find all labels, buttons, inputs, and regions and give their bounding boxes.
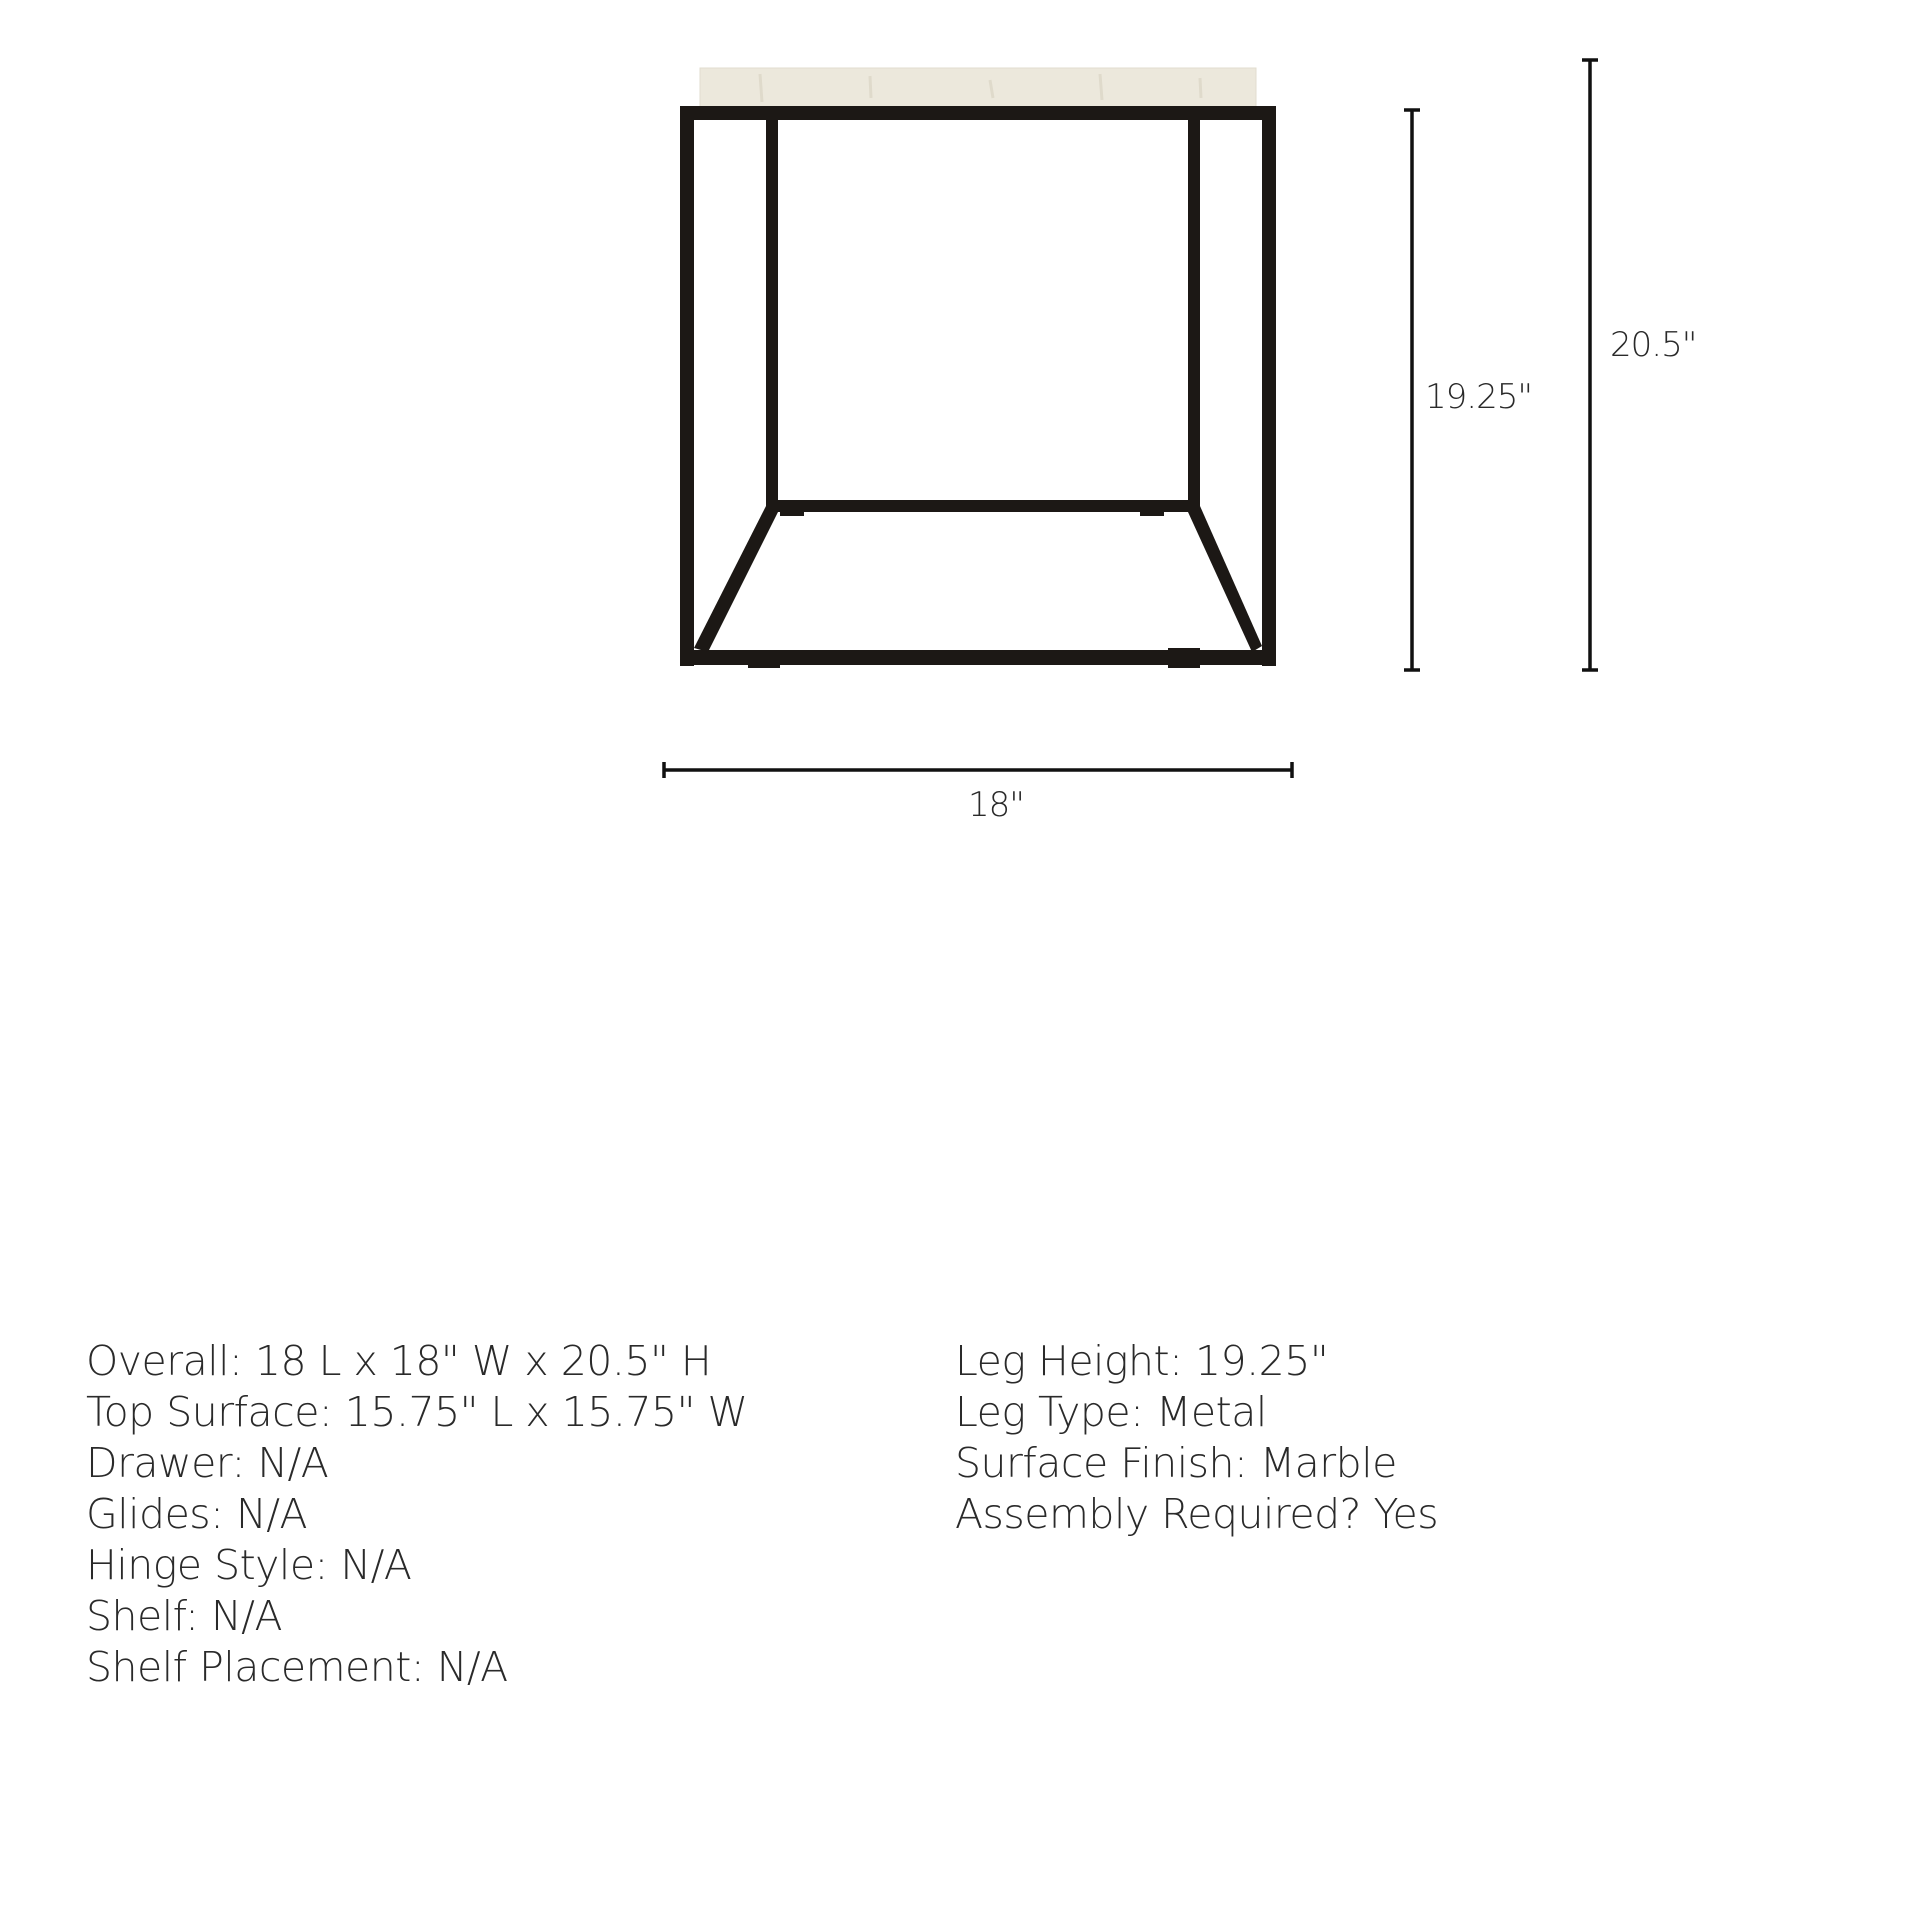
- spec-value: Yes: [1373, 1490, 1439, 1538]
- spec-value: 15.75" L x 15.75" W: [344, 1388, 748, 1436]
- spec-glides: [86, 1489, 748, 1540]
- spec-label: Drawer:: [86, 1439, 245, 1487]
- spec-value: N/A: [257, 1439, 329, 1487]
- spec-label: Hinge Style:: [86, 1541, 328, 1589]
- metal-frame: [680, 106, 1276, 668]
- table-illustration: [0, 0, 1920, 900]
- spec-surface-finish: [955, 1438, 1438, 1489]
- spec-label: Glides:: [86, 1490, 224, 1538]
- spec-hinge-style: [86, 1540, 748, 1591]
- specs-left-column: [86, 1336, 748, 1693]
- spec-drawer: [86, 1438, 748, 1489]
- overall-height-dimension-label: 20.5": [1610, 325, 1697, 365]
- spec-label: Leg Height:: [955, 1337, 1183, 1385]
- spec-label: Top Surface:: [86, 1388, 333, 1436]
- spec-value: N/A: [340, 1541, 412, 1589]
- spec-overall: [86, 1336, 748, 1387]
- spec-label: Shelf:: [86, 1592, 199, 1640]
- spec-label: Leg Type:: [955, 1388, 1144, 1436]
- spec-shelf: [86, 1591, 748, 1642]
- leg-height-dimension-label: 19.25": [1425, 377, 1532, 417]
- spec-value: Marble: [1259, 1439, 1397, 1487]
- spec-label: Shelf Placement:: [86, 1643, 425, 1691]
- spec-shelf-placement: [86, 1642, 748, 1693]
- spec-value: N/A: [436, 1643, 508, 1691]
- spec-leg-type: [955, 1387, 1438, 1438]
- spec-value: N/A: [236, 1490, 308, 1538]
- spec-value: Metal: [1156, 1388, 1267, 1436]
- spec-label: Surface Finish:: [955, 1439, 1248, 1487]
- spec-value: 18 L x 18" W x 20.5" H: [254, 1337, 712, 1385]
- width-dimension-label: 18": [968, 785, 1024, 825]
- marble-top: [700, 68, 1256, 108]
- spec-leg-height: [955, 1336, 1438, 1387]
- overall-height-dimension-line: [1582, 60, 1598, 670]
- spec-label: Overall:: [86, 1337, 243, 1385]
- leg-height-dimension-line: [1404, 110, 1420, 670]
- spec-label: Assembly Required?: [955, 1490, 1361, 1538]
- spec-assembly-required: [955, 1489, 1438, 1540]
- spec-value: N/A: [210, 1592, 282, 1640]
- width-dimension-line: [664, 762, 1292, 778]
- spec-value: 19.25": [1194, 1337, 1329, 1385]
- product-dimension-diagram: [0, 0, 1920, 900]
- specs-right-column: [955, 1336, 1438, 1540]
- spec-top-surface: [86, 1387, 748, 1438]
